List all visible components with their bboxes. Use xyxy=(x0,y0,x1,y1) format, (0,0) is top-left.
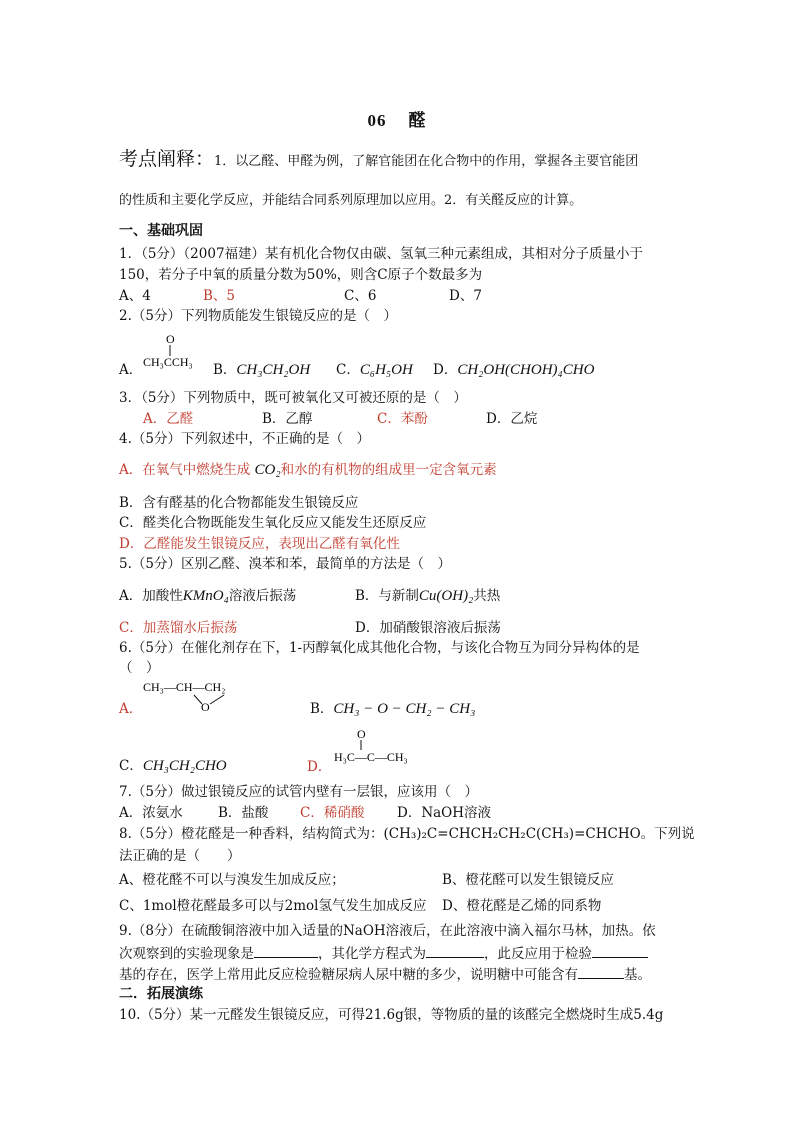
q2-option-d: D．CH₂OH(CHOH)₄CHO xyxy=(433,362,595,378)
q6-d-oxygen: O xyxy=(357,727,366,741)
q5-option-b: B．与新制Cu(OH)₂共热 xyxy=(355,588,501,604)
q8-option-d: D、橙花醛是乙烯的同系物 xyxy=(442,898,602,914)
q2-option-a-structure xyxy=(140,330,204,372)
q6-option-a-structure xyxy=(140,676,250,716)
q10-line-1: 10.（5分）某一元醛发生银镜反应，可得21.6g银，等物质的量的该醛完全燃烧时生成5.4g xyxy=(119,1007,664,1023)
q8-option-c: C、1mol橙花醛最多可以与2mol氢气发生加成反应 xyxy=(119,898,427,914)
q5-option-c: C．加蒸馏水后振荡 xyxy=(119,620,238,636)
q6-option-b: B．CH₃ − O − CH₂ − CH₃ xyxy=(310,701,476,717)
q6-a-chain: CH₃—CH—CH₂ xyxy=(143,680,226,694)
q6-line-2: （ ） xyxy=(119,660,160,676)
q9-blank-4[interactable] xyxy=(578,964,624,979)
q1-line-1: 1．（5分）（2007福建）某有机化合物仅由碳、氢氧三种元素组成，其相对分子质量小于 xyxy=(119,246,644,262)
section-heading-1: 一、基础巩固 xyxy=(119,223,203,239)
title-number: 06 xyxy=(367,111,387,130)
q9-line-3: 基的存在，医学上常用此反应检验糖尿病人尿中糖的多少，说明糖中可能含有 基。 xyxy=(119,964,651,984)
q8-option-b: B、橙花醛可以发生银镜反应 xyxy=(442,872,614,888)
q5-stem: 5.（5分）区别乙醛、溴苯和苯，最简单的方法是（ ） xyxy=(119,556,451,572)
q6-a-oxygen: O xyxy=(201,700,210,714)
q6-d-formula: H₃C—C—CH₃ xyxy=(334,750,408,764)
q8-line-1: 8.（5分）橙花醛是一种香料，结构简式为：(CH₃)₂C=CHCH₂CH₂C(CH₃)=CHCHO。下列说 xyxy=(119,826,695,842)
q4-stem: 4.（5分）下列叙述中，不正确的是（ ） xyxy=(119,431,370,447)
q5-option-a: A．加酸性KMnO₄溶液后振荡 xyxy=(119,588,297,604)
q4-option-b: B．含有醛基的化合物都能发生银镜反应 xyxy=(119,495,359,511)
q4-option-c: C．醛类化合物既能发生氧化反应又能发生还原反应 xyxy=(119,515,427,531)
q5-option-d: D．加硝酸银溶液后振荡 xyxy=(355,620,501,636)
q2-option-b: B．CH₃CH₂OH xyxy=(213,362,311,378)
q6-option-d-label: D． xyxy=(307,759,332,775)
q6-option-a-label: A． xyxy=(119,701,143,717)
q7-option-a: A．浓氨水 xyxy=(119,805,183,821)
intro-line-2: 的性质和主要化学反应，并能结合同系列原理加以应用。2．有关醛反应的计算。 xyxy=(119,193,583,208)
q9-line-1: 9.（8分）在硫酸铜溶液中加入适量的NaOH溶液后，在此溶液中滴入福尔马林，加热。依 xyxy=(119,923,656,939)
q6-option-d-structure xyxy=(330,726,410,768)
q1-option-b: B、5 xyxy=(203,288,236,304)
q3-option-d: D．乙烷 xyxy=(486,411,538,427)
q9-blank-3[interactable] xyxy=(592,943,648,958)
q3-option-a: A．乙醛 xyxy=(143,411,194,427)
q3-option-b: B．乙醇 xyxy=(262,411,313,427)
title-text: 醛 xyxy=(408,111,427,131)
q2-option-a-label: A． xyxy=(119,362,143,378)
intro-label: 考点阐释： xyxy=(119,148,215,170)
page-title xyxy=(0,106,794,131)
q8-option-a: A、橙花醛不可以与溴发生加成反应； xyxy=(119,872,345,888)
intro-text-1: 1．以乙醛、甲醛为例，了解官能团在化合物中的作用，掌握各主要官能团 xyxy=(214,154,639,169)
q2-stem: 2.（5分）下列物质能发生银镜反应的是（ ） xyxy=(119,308,397,324)
q1-option-a: A、4 xyxy=(119,288,151,304)
q1-option-d: D、7 xyxy=(449,288,482,304)
q4-option-a: A．在氧气中燃烧生成 CO₂和水的有机物的组成里一定含氧元素 xyxy=(119,462,497,478)
q3-option-c: C．苯酚 xyxy=(377,411,428,427)
q9-blank-1[interactable] xyxy=(254,943,318,958)
q2-a-oxygen: O xyxy=(166,332,175,346)
q7-option-b: B．盐酸 xyxy=(218,805,269,821)
q1-line-2: 150，若分子中氧的质量分数为50%，则含C原子个数最多为 xyxy=(119,267,483,283)
q8-line-2: 法正确的是（ ） xyxy=(119,848,241,864)
q7-stem: 7.（5分）做过银镜反应的试管内壁有一层银，应该用（ ） xyxy=(119,784,478,800)
q3-stem: 3．（5分）下列物质中，既可被氧化又可被还原的是（ ） xyxy=(119,390,467,406)
q7-option-d: D．NaOH溶液 xyxy=(397,805,492,821)
section-heading-2: 二．拓展演练 xyxy=(119,986,203,1002)
q7-option-c: C．稀硝酸 xyxy=(300,805,365,821)
q2-option-c: C．C₆H₅OH xyxy=(336,362,413,378)
q1-option-c: C、6 xyxy=(344,288,377,304)
q6-option-c: C．CH₃CH₂CHO xyxy=(119,758,227,774)
q6-line-1: 6.（5分）在催化剂存在下，1-丙醇氧化成其他化合物，与该化合物互为同分异构体的是 xyxy=(119,640,640,656)
q2-a-formula: CH₃CCH₃ xyxy=(143,355,193,369)
q9-blank-2[interactable] xyxy=(426,943,484,958)
q9-line-2: 次观察到的实验现象是 ，其化学方程式为 ，此反应用于检验 xyxy=(119,943,648,963)
intro-line-1 xyxy=(119,150,638,171)
q4-option-d: D．乙醛能发生银镜反应，表现出乙醛有氧化性 xyxy=(119,536,400,552)
